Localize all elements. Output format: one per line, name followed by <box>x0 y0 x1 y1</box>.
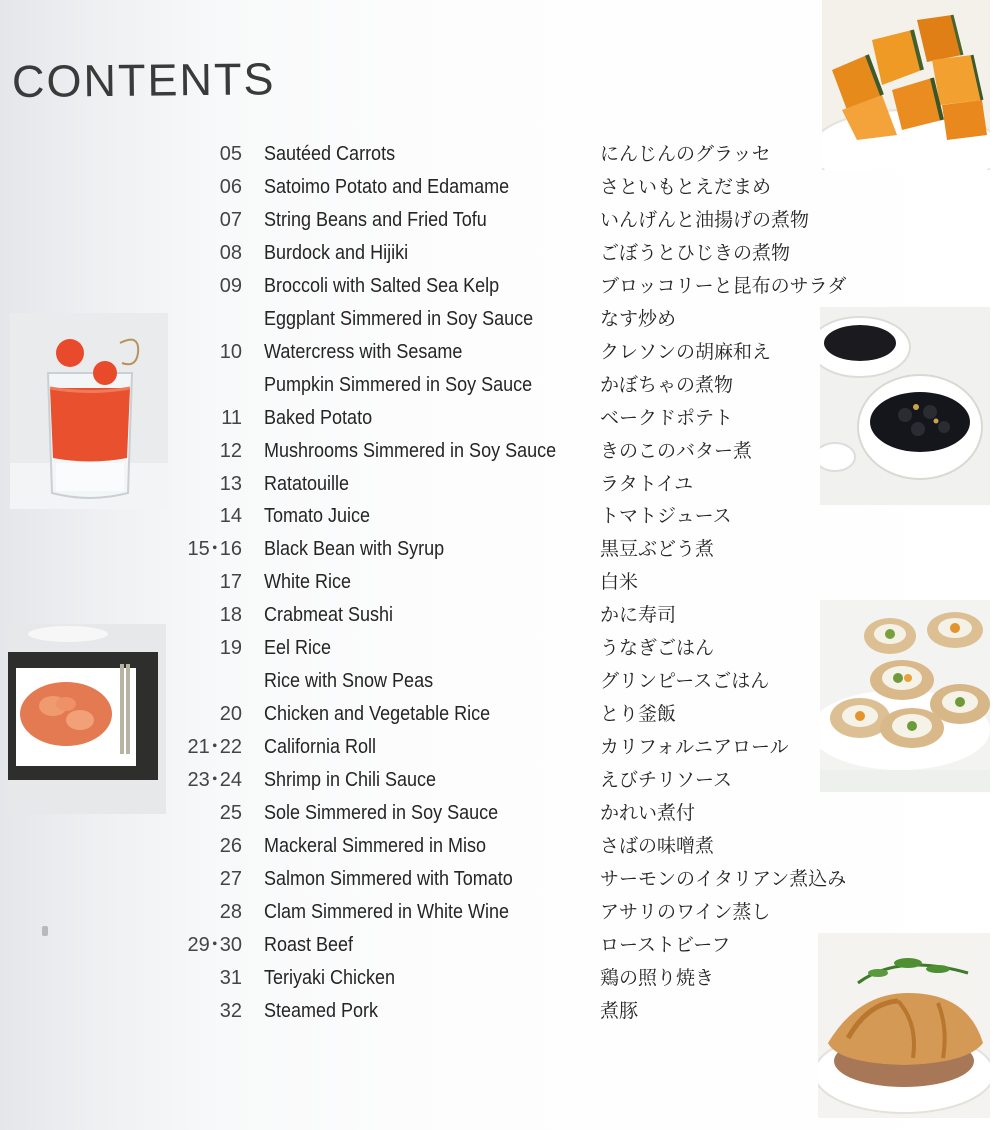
contents-entry <box>0 171 880 204</box>
page-number: 17 <box>219 571 242 594</box>
page-number: 08 <box>219 241 242 264</box>
contents-entry <box>0 962 880 995</box>
contents-entry <box>0 270 880 303</box>
recipe-title-english: Sautéed Carrots <box>264 143 396 165</box>
page-number: 28 <box>219 900 242 923</box>
recipe-title-japanese: 白米 <box>600 571 639 594</box>
recipe-title-english: Pumpkin Simmered in Soy Sauce <box>264 373 533 396</box>
recipe-title-japanese: とり釜飯 <box>600 703 677 726</box>
recipe-title-japanese: 黒豆ぶどう煮 <box>600 538 715 561</box>
recipe-title-english: String Beans and Fried Tofu <box>264 208 487 231</box>
recipe-title-english: Tomato Juice <box>264 505 371 528</box>
page-number: 20 <box>219 703 242 726</box>
page-number: 23･24 <box>187 769 242 792</box>
page-number: 26 <box>219 834 242 857</box>
recipe-title-english: Teriyaki Chicken <box>264 966 396 989</box>
recipe-title-english: White Rice <box>264 571 352 594</box>
page-number: 18 <box>219 604 242 627</box>
recipe-title-english: Eggplant Simmered in Soy Sauce <box>264 307 534 330</box>
contents-entry <box>0 863 880 896</box>
recipe-title-japanese: にんじんのグラッセ <box>600 143 771 165</box>
recipe-title-japanese: アサリのワイン蒸し <box>600 900 771 923</box>
page-number: 14 <box>219 505 242 528</box>
page-number: 11 <box>221 406 242 429</box>
contents-entry <box>0 929 880 962</box>
recipe-title-japanese: うなぎごはん <box>600 637 715 660</box>
page-number: 15･16 <box>187 538 242 561</box>
recipe-title-english: Eel Rice <box>264 637 332 660</box>
recipe-title-japanese: かれい煮付 <box>600 802 696 824</box>
contents-entry <box>0 204 880 237</box>
recipe-title-japanese: トマトジュース <box>600 505 732 528</box>
page-number: 19 <box>219 637 242 660</box>
recipe-title-japanese: 煮豚 <box>600 999 639 1022</box>
recipe-title-japanese: クレソンの胡麻和え <box>600 340 772 363</box>
recipe-title-english: Clam Simmered in White Wine <box>264 900 510 923</box>
black-beans-photo <box>820 307 990 505</box>
recipe-title-english: Chicken and Vegetable Rice <box>264 703 491 726</box>
contents-entry <box>0 995 880 1028</box>
recipe-title-japanese: さばの味噌煮 <box>600 834 715 857</box>
contents-entry <box>0 566 880 599</box>
recipe-title-japanese: 鶏の照り焼き <box>600 966 715 989</box>
page-number: 32 <box>219 999 242 1022</box>
page-number: 27 <box>219 867 242 890</box>
teriyaki-chicken-photo <box>818 933 990 1118</box>
recipe-title-japanese: ローストビーフ <box>600 933 731 956</box>
recipe-title-japanese: えびチリソース <box>600 769 733 792</box>
pumpkin-photo <box>822 0 990 170</box>
page-number: 09 <box>219 274 242 297</box>
tomato-juice-photo <box>10 313 168 509</box>
page-number: 05 <box>219 143 242 165</box>
recipe-title-english: California Roll <box>264 736 377 759</box>
recipe-title-english: Mackeral Simmered in Miso <box>264 834 487 857</box>
page-number: 06 <box>219 175 242 198</box>
recipe-title-english: Watercress with Sesame <box>264 340 463 363</box>
recipe-title-japanese: かに寿司 <box>600 604 677 627</box>
recipe-title-japanese: ベークドポテト <box>600 406 734 429</box>
recipe-title-japanese: なす炒め <box>600 307 677 330</box>
recipe-title-japanese: ラタトイユ <box>600 472 694 495</box>
contents-entry <box>0 237 880 270</box>
california-roll-photo <box>820 600 990 792</box>
recipe-title-japanese: カリフォルニアロール <box>600 736 789 759</box>
page-number: 07 <box>219 208 242 231</box>
recipe-title-english: Roast Beef <box>264 933 354 956</box>
recipe-title-english: Rice with Snow Peas <box>264 670 434 693</box>
recipe-title-english: Salmon Simmered with Tomato <box>264 867 513 890</box>
recipe-title-japanese: サーモンのイタリアン煮込み <box>600 867 847 890</box>
page-number: 29･30 <box>187 933 242 956</box>
recipe-title-japanese: さといもとえだまめ <box>600 175 772 198</box>
page-number: 31 <box>219 966 242 989</box>
page-number: 10 <box>219 340 242 363</box>
recipe-title-english: Burdock and Hijiki <box>264 241 409 264</box>
recipe-title-english: Sole Simmered in Soy Sauce <box>264 802 499 824</box>
paper-speck <box>42 926 48 936</box>
recipe-title-english: Crabmeat Sushi <box>264 604 394 627</box>
recipe-title-english: Satoimo Potato and Edamame <box>264 175 510 198</box>
contents-entry <box>0 830 880 863</box>
recipe-title-english: Broccoli with Salted Sea Kelp <box>264 274 500 297</box>
recipe-title-japanese: かぼちゃの煮物 <box>600 373 734 396</box>
page-number: 12 <box>219 439 242 462</box>
recipe-title-japanese: きのこのバター煮 <box>600 439 753 462</box>
recipe-title-japanese: いんげんと油揚げの煮物 <box>600 208 810 231</box>
page-title: CONTENTS <box>11 53 276 107</box>
recipe-title-japanese: グリンピースごはん <box>600 670 770 693</box>
contents-entry <box>0 533 880 566</box>
recipe-title-english: Baked Potato <box>264 406 373 429</box>
shrimp-chili-photo <box>8 624 166 814</box>
page-number: 13 <box>219 472 242 495</box>
recipe-title-english: Mushrooms Simmered in Soy Sauce <box>264 439 557 462</box>
recipe-title-english: Black Bean with Syrup <box>264 538 445 561</box>
page-number: 21･22 <box>187 736 242 759</box>
recipe-title-english: Shrimp in Chili Sauce <box>264 769 437 792</box>
page-number: 25 <box>219 802 242 824</box>
contents-entry <box>0 138 880 171</box>
recipe-title-english: Ratatouille <box>264 472 350 495</box>
recipe-title-japanese: ごぼうとひじきの煮物 <box>600 241 791 264</box>
contents-entry <box>0 896 880 929</box>
recipe-title-english: Steamed Pork <box>264 999 379 1022</box>
recipe-title-japanese: ブロッコリーと昆布のサラダ <box>600 274 847 297</box>
